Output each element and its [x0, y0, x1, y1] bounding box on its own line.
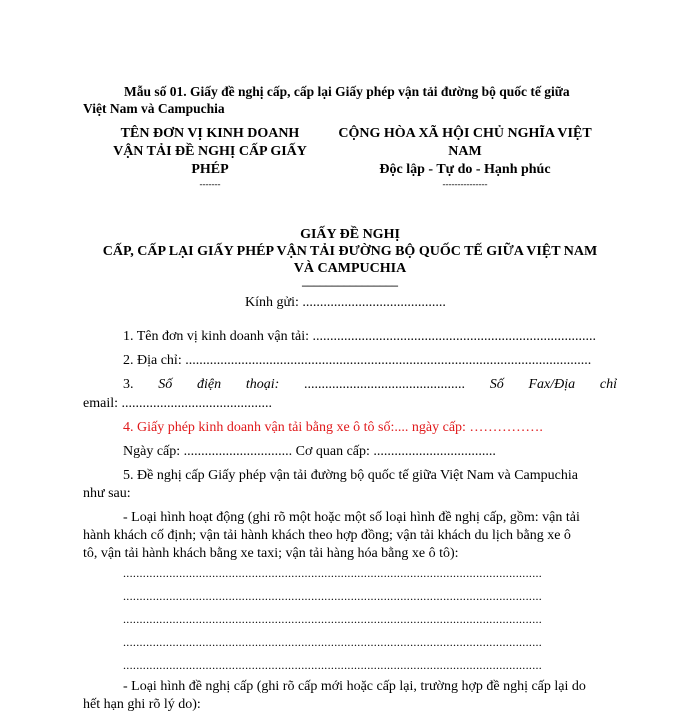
item-3-word: điện [196, 377, 222, 392]
activity-type-line2: hành khách cố định; vận tải hành khách theo hợp đồng; vận tải khách du lịch bằng xe ô [83, 528, 571, 543]
left-header-line1: TÊN ĐƠN VỊ KINH DOANH [120, 126, 300, 141]
item-1-unit-name: 1. Tên đơn vị kinh doanh vận tải: ................................................................................. [123, 329, 597, 344]
left-header [100, 125, 320, 189]
left-header-line3: PHÉP [191, 162, 229, 177]
right-header-line1: CỘNG HÒA XÃ HỘI CHỦ NGHĨA VIỆT [338, 126, 592, 141]
request-type-line1: - Loại hình đề nghị cấp (ghi rõ cấp mới hoặc cấp lại, trường hợp đề nghị cấp lại do [123, 679, 586, 694]
request-type-line2: hết hạn ghi rõ lý do): [83, 697, 201, 712]
doc-title-line1: GIẤY ĐỀ NGHỊ [300, 227, 400, 242]
blank-line: ............................................................................................................................... [123, 589, 543, 603]
item-3-phone-fax [123, 377, 617, 393]
left-header-line2: VẬN TẢI ĐỀ NGHỊ CẤP GIẤY [113, 144, 307, 159]
left-header-rule: ------- [199, 179, 221, 189]
doc-title-rule: ________________ [302, 274, 398, 288]
item-4-issue-date: Ngày cấp: ............................... Cơ quan cấp: ................................... [123, 444, 496, 459]
blank-line: ............................................................................................................................... [123, 635, 543, 649]
item-3-word: Số [489, 377, 504, 392]
blank-line: ............................................................................................................................... [123, 658, 543, 672]
right-header-line3: Độc lập - Tự do - Hạnh phúc [379, 162, 551, 177]
item-5-request: 5. Đề nghị cấp Giấy phép vận tải đường bộ quốc tế giữa Việt Nam và Campuchia [123, 468, 578, 483]
right-header [325, 125, 605, 189]
item-5-request-cont: như sau: [83, 486, 131, 501]
item-3-email: email: ........................................... [83, 396, 272, 411]
blank-line: ............................................................................................................................... [123, 566, 543, 580]
item-2-address: 2. Địa chỉ: .................................................................................................................... [123, 353, 592, 368]
right-header-rule: --------------- [442, 179, 488, 189]
item-3-dots: .............................................. [304, 377, 465, 392]
right-header-line2: NAM [448, 144, 482, 159]
addressee: Kính gửi: ......................................... [245, 295, 446, 310]
item-3-word: thoại: [245, 377, 280, 392]
activity-type-line1: - Loại hình hoạt động (ghi rõ một hoặc một số loại hình đề nghị cấp, gồm: vận tải [123, 510, 580, 525]
form-caption-line2: Việt Nam và Campuchia [83, 101, 225, 116]
doc-title-line2: CẤP, CẤP LẠI GIẤY PHÉP VẬN TẢI ĐƯỜNG BỘ QUỐC TẾ GIỮA VIỆT NAM [102, 244, 598, 259]
blank-line: ............................................................................................................................... [123, 612, 543, 626]
item-3-word: Số [158, 377, 173, 392]
item-4-license: 4. Giấy phép kinh doanh vận tải bằng xe ô tô số:.... ngày cấp: ……………. [123, 420, 543, 435]
item-3-word: 3. [123, 377, 134, 392]
item-3-word: Fax/Địa [528, 377, 576, 392]
item-3-word: chỉ [599, 377, 617, 392]
form-caption-line1: Mẫu số 01. Giấy đề nghị cấp, cấp lại Giấy phép vận tải đường bộ quốc tế giữa [124, 84, 570, 99]
doc-title-line3: VÀ CAMPUCHIA [293, 261, 407, 276]
activity-type-line3: tô, vận tải hành khách bằng xe taxi; vận tải hàng hóa bằng xe ô tô): [83, 546, 459, 561]
